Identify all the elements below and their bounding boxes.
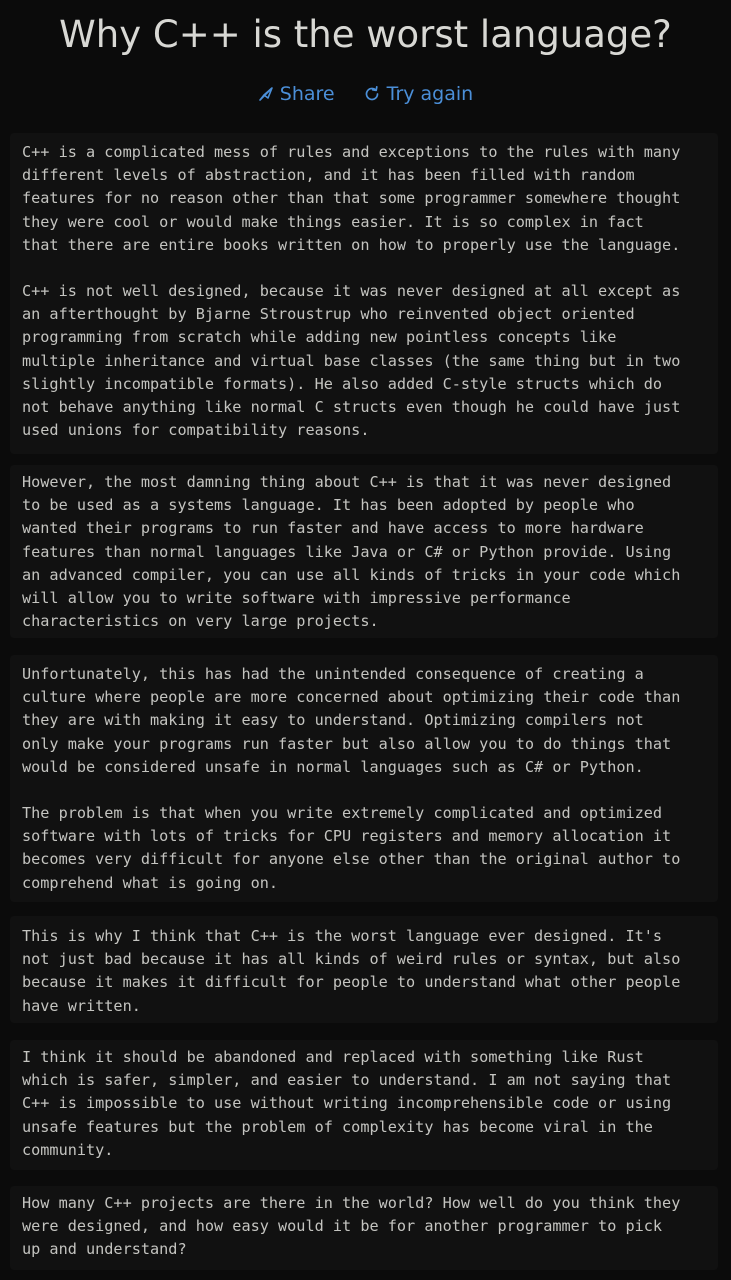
share-label: Share bbox=[279, 83, 335, 105]
refresh-icon bbox=[363, 85, 381, 103]
paragraph: C++ is a complicated mess of rules and exceptions to the rules with many different levels of abstraction, and it has been filled with random features for no reason other than that some programmer somewhere thought they were cool or would make things easier. It is so complex in fact that there are entire books written on how to properly use the language. bbox=[22, 143, 681, 254]
paragraph: Unfortunately, this has had the unintended consequence of creating a culture where people are more concerned about optimizing their code than they are with making it easy to understand. Optimizing compilers not only make your programs run faster but also allow you to do things that would be considered unsafe in normal languages such as C# or Python. bbox=[22, 665, 681, 776]
page-title: Why C++ is the worst language? bbox=[59, 13, 672, 56]
try-again-button[interactable] bbox=[363, 83, 474, 105]
share-icon bbox=[258, 86, 274, 102]
paragraph: This is why I think that C++ is the worst language ever designed. It's not just bad because it has all kinds of weird rules or syntax, but also because it makes it difficult for people to understand what other people have written. bbox=[22, 927, 681, 1015]
paragraph: C++ is not well designed, because it was never designed at all except as an afterthought by Bjarne Stroustrup who reinvented object oriented programming from scratch while adding new pointless concepts like multiple inheritance and virtual base classes (the same thing but in two slightly incompatible formats). He also added C-style structs which do not behave anything like normal C structs even though he could have just used unions for compatibility reasons. bbox=[22, 282, 681, 440]
try-again-label: Try again bbox=[386, 83, 474, 105]
paragraph: How many C++ projects are there in the world? How well do you think they were designed, and how easy would it be for another programmer to pick up and understand? bbox=[22, 1194, 681, 1259]
paragraph: I think it should be abandoned and replaced with something like Rust which is safer, simpler, and easier to understand. I am not saying that C++ is impossible to use without writing incomprehensible code or using unsafe features but the problem of complexity has become viral in the community. bbox=[22, 1048, 672, 1159]
share-button[interactable] bbox=[258, 83, 335, 105]
paragraph: However, the most damning thing about C++ is that it was never designed to be used as a systems language. It has been adopted by people who wanted their programs to run faster and have access to more hardware features than normal languages like Java or C# or Python provide. Using an advanced compiler, you can use all kinds of tricks in your code which will allow you to write software with impressive performance characteristics on very large projects. bbox=[22, 473, 681, 631]
action-bar bbox=[0, 80, 731, 108]
paragraph: The problem is that when you write extremely complicated and optimized software with lots of tricks for CPU registers and memory allocation it becomes very difficult for anyone else other than the original author to comprehend what is going on. bbox=[22, 804, 681, 892]
